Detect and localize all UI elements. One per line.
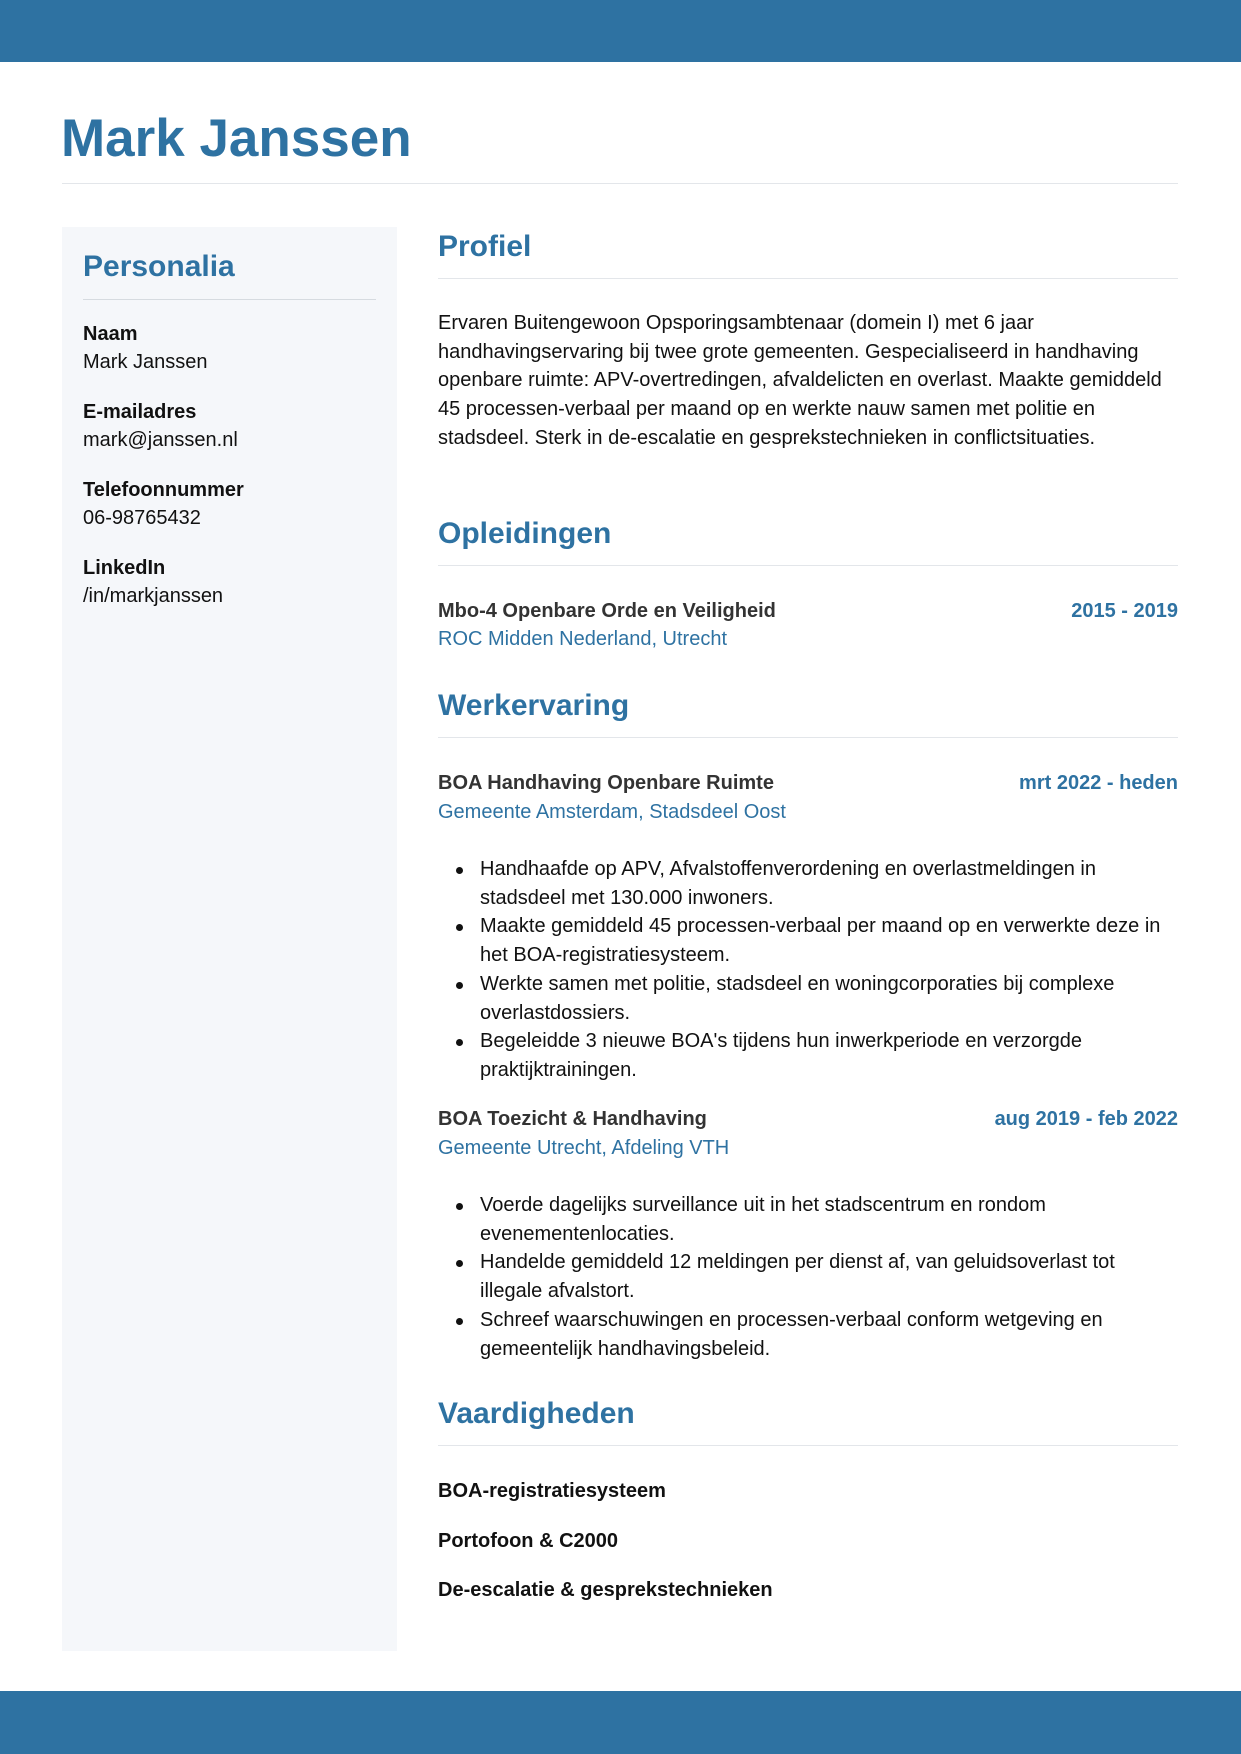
field-value: /in/markjanssen xyxy=(83,585,224,607)
entry-org: Gemeente Amsterdam, Stadsdeel Oost xyxy=(438,801,786,823)
entry-org: ROC Midden Nederland, Utrecht xyxy=(438,628,728,650)
profile-divider xyxy=(438,278,1178,279)
bullet-text: Begeleidde 3 nieuwe BOA's tijdens hun inwerkperiode en verzorgde praktijktrainingen. xyxy=(480,1030,1082,1081)
skill-item: Portofoon & C2000 xyxy=(438,1530,619,1552)
header-bar xyxy=(0,0,1241,62)
bullet-item xyxy=(480,912,1180,969)
bullet-item xyxy=(480,1248,1180,1305)
skills-title: Vaardigheden xyxy=(438,1397,635,1430)
profile-text: Ervaren Buitengewoon Opsporingsambtenaar (domein I) met 6 jaar handhavingservaring bij twee grote gemeenten. Gespecialiseerd in handhaving openbare ruimte: APV-overtredingen, afvaldelicten en overlast. Maakte gemiddeld 45 processen-verbaal per maand op en werkte nauw samen met politie en stadsdeel. Sterk in de-escalatie en gesprekstechnieken in conflictsituaties. xyxy=(438,312,1162,449)
entry-title: Mbo-4 Openbare Orde en Veiligheid xyxy=(438,600,776,622)
bullet-text: Werkte samen met politie, stadsdeel en woningcorporaties bij complexe overlastdossiers. xyxy=(480,972,1115,1024)
bullet-item xyxy=(480,1191,1180,1248)
bullet-icon xyxy=(456,867,463,874)
entry-title: BOA Handhaving Openbare Ruimte xyxy=(438,772,774,794)
bullet-text: Schreef waarschuwingen en processen-verbaal conform wetgeving en gemeentelijk handhavingsbeleid. xyxy=(480,1308,1103,1360)
field-label: E-mailadres xyxy=(83,401,197,423)
experience-bullets xyxy=(480,1191,1180,1363)
candidate-name: Mark Janssen xyxy=(61,109,412,168)
profile-title: Profiel xyxy=(438,230,532,263)
field-value: Mark Janssen xyxy=(83,351,208,373)
entry-title: BOA Toezicht & Handhaving xyxy=(438,1108,707,1130)
bullet-icon xyxy=(456,1039,463,1046)
experience-divider xyxy=(438,737,1178,738)
bullet-text: Handhaafde op APV, Afvalstoffenverordening en overlastmeldingen in stadsdeel met 130.000 inwoners. xyxy=(480,858,1096,909)
experience-entry xyxy=(438,769,1178,797)
bullet-item xyxy=(480,1306,1180,1363)
experience-title: Werkervaring xyxy=(438,689,630,722)
field-value: mark@janssen.nl xyxy=(83,429,238,451)
experience-entry xyxy=(438,1105,1178,1133)
education-divider xyxy=(438,565,1178,566)
field-email xyxy=(83,398,238,454)
bullet-text: Handelde gemiddeld 12 meldingen per dienst af, van geluidsoverlast tot illegale afvalstort. xyxy=(480,1251,1115,1303)
entry-date: 2015 - 2019 xyxy=(1071,600,1178,622)
bullet-icon xyxy=(456,1318,463,1325)
entry-date: mrt 2022 - heden xyxy=(1019,772,1178,794)
bullet-item xyxy=(480,1027,1180,1084)
field-phone xyxy=(83,476,244,532)
field-label: Telefoonnummer xyxy=(83,479,244,501)
bullet-item xyxy=(480,970,1180,1027)
field-name xyxy=(83,320,208,376)
skills-divider xyxy=(438,1445,1178,1446)
personalia-title: Personalia xyxy=(83,250,235,283)
experience-bullets xyxy=(480,855,1180,1085)
bullet-text: Maakte gemiddeld 45 processen-verbaal per maand op en verwerkte deze in het BOA-registratiesysteem. xyxy=(480,915,1161,967)
bullet-text: Voerde dagelijks surveillance uit in het stadscentrum en rondom evenementenlocaties. xyxy=(480,1194,1046,1245)
bullet-item xyxy=(480,855,1180,912)
bullet-icon xyxy=(456,924,463,931)
entry-org: Gemeente Utrecht, Afdeling VTH xyxy=(438,1137,730,1159)
field-label: Naam xyxy=(83,323,138,345)
skill-item: BOA-registratiesysteem xyxy=(438,1480,666,1502)
name-divider xyxy=(62,183,1178,184)
field-linkedin xyxy=(83,554,223,610)
skill-item: De-escalatie & gesprekstechnieken xyxy=(438,1579,773,1601)
field-value: 06-98765432 xyxy=(83,507,201,529)
education-entry xyxy=(438,597,1178,625)
bullet-icon xyxy=(456,1260,463,1267)
entry-date: aug 2019 - feb 2022 xyxy=(994,1108,1178,1130)
bullet-icon xyxy=(456,1203,463,1210)
field-label: LinkedIn xyxy=(83,557,166,579)
footer-bar xyxy=(0,1691,1241,1754)
bullet-icon xyxy=(456,982,463,989)
education-title: Opleidingen xyxy=(438,517,612,550)
personalia-divider xyxy=(83,299,376,300)
